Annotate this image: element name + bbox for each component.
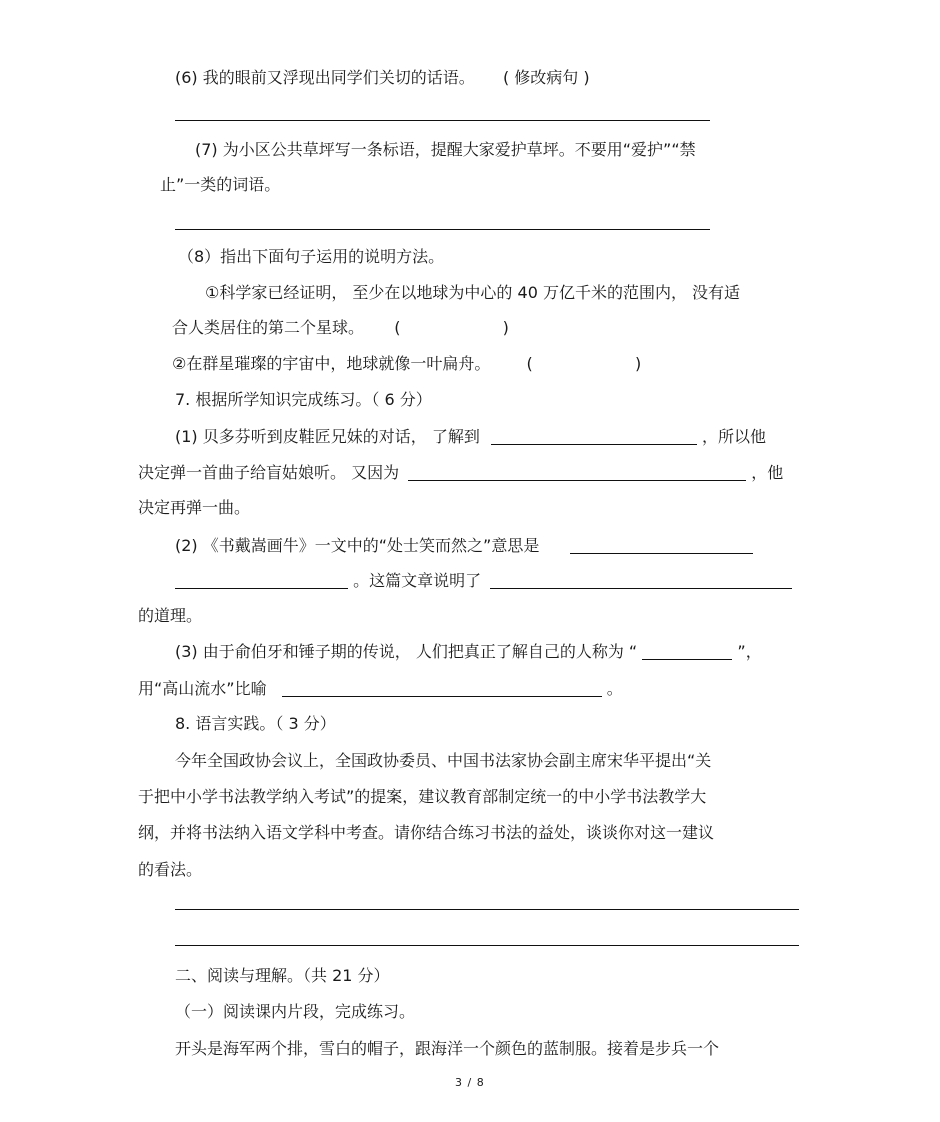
page-number: 3 / 8 [455, 1076, 485, 1089]
q6-7-line2: 止”一类的词语。 [160, 175, 281, 194]
q7-1-line1: (1) 贝多芬听到皮鞋匠兄妹的对话， 了解到 ，所以他 [175, 427, 767, 446]
q6-8-s1-line1: ①科学家已经证明， 至少在以地球为中心的 40 万亿千米的范围内， 没有适 [205, 283, 741, 302]
paren-close: ) [502, 318, 509, 337]
answer-blank[interactable] [175, 572, 348, 589]
q6-7-line1: (7) 为小区公共草坪写一条标语，提醒大家爱护草坪。不要用“爱护”“禁 [195, 140, 696, 159]
q7-3-line2: 用“高山流水”比喻 。 [138, 679, 623, 698]
q6-8-intro: （8）指出下面句子运用的说明方法。 [178, 247, 445, 266]
answer-blank[interactable] [408, 464, 746, 481]
q7-3-line1: (3) 由于俞伯牙和锤子期的传说， 人们把真正了解自己的人称为 “ ”， [175, 642, 762, 661]
answer-blank[interactable] [490, 572, 792, 589]
passage-line1: 开头是海军两个排，雪白的帽子，跟海洋一个颜色的蓝制服。接着是步兵一个 [175, 1039, 720, 1058]
q8-line3: 纲，并将书法纳入语文学科中考查。请你结合练习书法的益处，谈谈你对这一建议 [138, 823, 715, 842]
q6-8-s2: ②在群星璀璨的宇宙中，地球就像一叶扁舟。 ( ) [172, 354, 642, 373]
q7-title: 7. 根据所学知识完成练习。（ 6 分） [175, 390, 432, 409]
q8-title: 8. 语言实践。（ 3 分） [175, 714, 336, 733]
paren-open: ( [526, 354, 533, 373]
section2-subtitle: （一）阅读课内片段，完成练习。 [175, 1002, 416, 1021]
paren-close: ) [634, 354, 642, 373]
answer-line[interactable] [175, 120, 710, 121]
q8-line2: 于把中小学书法教学纳入考试”的提案，建议教育部制定统一的中小学书法教学大 [138, 787, 707, 806]
q8-line1: 今年全国政协会议上，全国政协委员、中国书法家协会副主席宋华平提出“关 [175, 751, 712, 770]
paren-open: ( [394, 318, 401, 337]
q7-2-line1: (2) 《书戴嵩画牛》一文中的“处士笑而然之”意思是 [175, 536, 753, 556]
q7-1-line2: 决定弹一首曲子给盲姑娘听。 又因为 ，他 [138, 463, 784, 482]
q6-6-tag: ( 修改病句 ) [502, 68, 590, 87]
answer-blank[interactable] [491, 428, 697, 445]
answer-blank[interactable] [282, 680, 602, 697]
q7-2-line3: 的道理。 [138, 606, 203, 625]
section2-title: 二、阅读与理解。（共 21 分） [175, 966, 390, 985]
q7-2-line2: 。这篇文章说明了 [175, 571, 792, 591]
q6-8-s1-line2: 合人类居住的第二个星球。 ( ) [172, 318, 509, 337]
answer-blank[interactable] [570, 537, 753, 554]
q7-1-line3: 决定再弹一曲。 [138, 498, 251, 517]
q6-6-text: (6) 我的眼前又浮现出同学们关切的话语。 ( 修改病句 ) [175, 68, 590, 87]
q8-line4: 的看法。 [138, 860, 203, 879]
answer-blank[interactable] [642, 643, 732, 660]
answer-line[interactable] [175, 945, 799, 946]
answer-line[interactable] [175, 229, 710, 230]
answer-line[interactable] [175, 909, 799, 910]
